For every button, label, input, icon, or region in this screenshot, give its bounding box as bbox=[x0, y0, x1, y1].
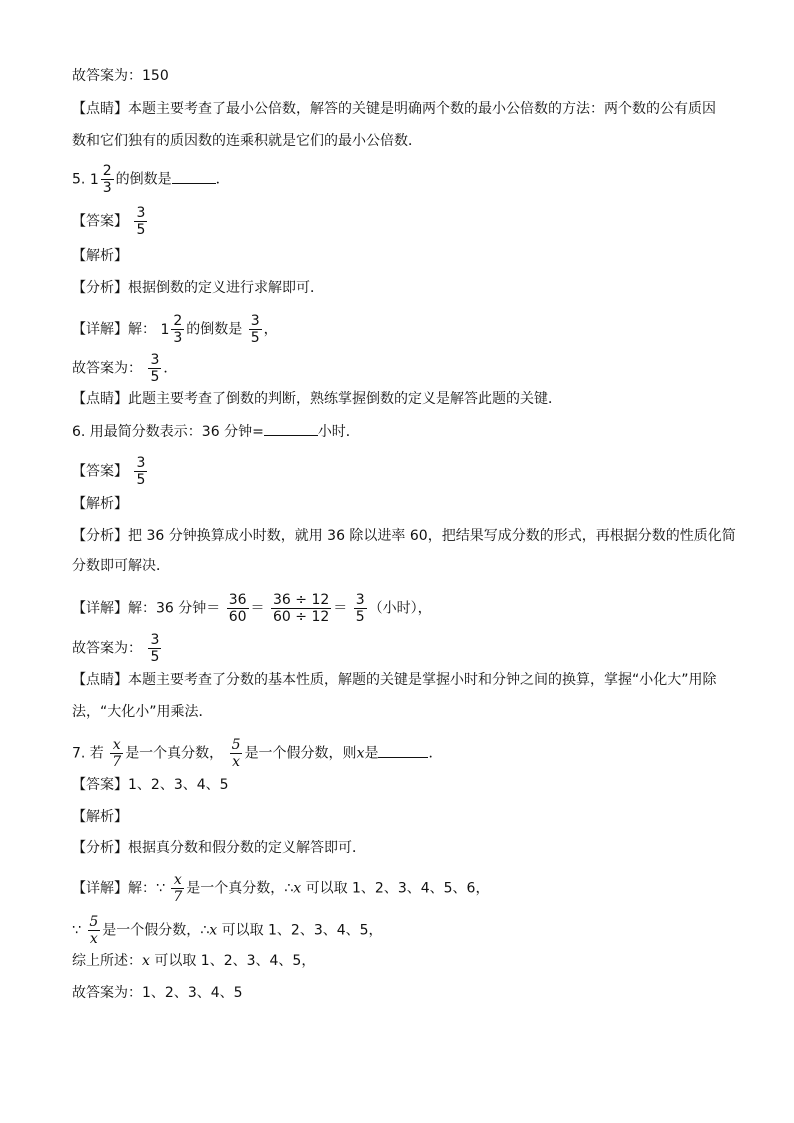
fraction bbox=[271, 592, 331, 625]
final-answer-end: ． bbox=[163, 360, 178, 377]
numerator: 3 bbox=[150, 352, 160, 368]
question-text: 是 bbox=[364, 745, 379, 762]
fraction bbox=[148, 352, 161, 385]
because-symbol: ∵ bbox=[72, 922, 81, 939]
final-answer-line: 故答案为：1、2、3、4、5 bbox=[72, 985, 243, 1001]
summary-line bbox=[72, 951, 315, 971]
denominator: 5 bbox=[136, 222, 146, 238]
numerator: 3 bbox=[150, 632, 160, 648]
variable: x bbox=[293, 880, 302, 897]
question-number: 5. bbox=[72, 171, 86, 188]
answer-line bbox=[72, 455, 149, 488]
numerator: 2 bbox=[102, 163, 112, 179]
answer-tag: 【答案】 bbox=[72, 213, 128, 230]
numerator: x bbox=[112, 737, 121, 753]
analysis-heading: 【解析】 bbox=[72, 248, 128, 264]
numerator: 3 bbox=[136, 205, 146, 221]
mixed-whole: 1 bbox=[160, 321, 170, 338]
solution-end: ， bbox=[263, 321, 278, 338]
answer-line bbox=[72, 205, 149, 238]
fraction bbox=[227, 592, 249, 625]
solution-prefix: 【详解】解：36 分钟＝ bbox=[72, 600, 221, 617]
analysis-line: 【分析】根据倒数的定义进行求解即可． bbox=[72, 280, 324, 296]
fraction bbox=[87, 914, 100, 947]
question-text: 的倒数是 bbox=[115, 171, 172, 188]
question-prefix: 7. 若 bbox=[72, 745, 104, 762]
question-end: 小时． bbox=[317, 424, 360, 440]
fraction bbox=[230, 737, 243, 770]
question-text: 是一个假分数，则 bbox=[244, 745, 357, 762]
answer-tag: 【答案】 bbox=[72, 463, 128, 480]
fraction bbox=[101, 163, 114, 196]
fraction bbox=[171, 872, 184, 905]
equals-sign: ＝ bbox=[333, 600, 348, 617]
denominator: 5 bbox=[355, 609, 365, 625]
solution-text: 是一个真分数，∴ bbox=[186, 880, 294, 897]
denominator: 3 bbox=[173, 330, 183, 346]
answer-line: 故答案为：150 bbox=[72, 68, 169, 84]
denominator: 60 bbox=[228, 609, 247, 625]
solution-prefix: 【详解】解：∵ bbox=[72, 880, 165, 897]
denominator: 7 bbox=[173, 889, 183, 905]
analysis-line: 【分析】根据真分数和假分数的定义解答即可． bbox=[72, 840, 366, 856]
denominator: 7 bbox=[112, 754, 122, 770]
answer-fraction bbox=[134, 455, 147, 488]
numerator: x bbox=[173, 872, 182, 888]
denominator: x bbox=[89, 931, 98, 947]
denominator: 5 bbox=[250, 330, 260, 346]
question-text: 6. 用最简分数表示：36 分钟= bbox=[72, 424, 264, 440]
variable: x bbox=[209, 922, 218, 939]
fraction bbox=[354, 592, 367, 625]
numerator: 36 bbox=[228, 592, 247, 608]
numerator: 5 bbox=[231, 737, 241, 753]
solution-text: 可以取 1、2、3、4、5， bbox=[217, 922, 383, 939]
equals-sign: ＝ bbox=[250, 600, 265, 617]
question-end: ． bbox=[215, 171, 230, 188]
solution-end: （小时）， bbox=[368, 600, 432, 617]
fraction bbox=[148, 632, 161, 665]
fraction bbox=[249, 313, 262, 346]
analysis-line-1: 【分析】把 36 分钟换算成小时数，就用 36 除以进率 60，把结果写成分数的形式，再根据分数的性质化简 bbox=[72, 528, 736, 544]
denominator: 5 bbox=[150, 649, 160, 665]
denominator: 5 bbox=[150, 369, 160, 385]
analysis-line-2: 分数即可解决． bbox=[72, 558, 170, 574]
comment-line: 【点睛】此题主要考查了倒数的判断，熟练掌握倒数的定义是解答此题的关键． bbox=[72, 391, 562, 407]
mixed-number bbox=[90, 163, 116, 196]
answer-fraction bbox=[134, 205, 147, 238]
question-end: ． bbox=[428, 745, 443, 762]
solution-text: 是一个假分数，∴ bbox=[102, 922, 210, 939]
answer-blank bbox=[172, 169, 216, 184]
numerator: 3 bbox=[250, 313, 260, 329]
fraction bbox=[110, 737, 123, 770]
denominator: 60 ÷ 12 bbox=[273, 609, 330, 625]
comment-line-1: 【点睛】本题主要考查了最小公倍数，解答的关键是明确两个数的最小公倍数的方法：两个数的公有质因 bbox=[72, 101, 716, 117]
comment-line-1: 【点睛】本题主要考查了分数的基本性质，解题的关键是掌握小时和分钟之间的换算，掌握“小化大”用除 bbox=[72, 672, 717, 688]
solution-text: 的倒数是 bbox=[186, 321, 243, 338]
solution-line-1 bbox=[72, 872, 489, 905]
solution-line-2 bbox=[72, 914, 383, 947]
final-answer-label: 故答案为： bbox=[72, 360, 142, 377]
variable: x bbox=[142, 953, 150, 969]
final-answer-line bbox=[72, 632, 163, 665]
answer-line: 【答案】1、2、3、4、5 bbox=[72, 777, 229, 793]
numerator: 2 bbox=[173, 313, 183, 329]
solution-prefix: 【详解】解： bbox=[72, 321, 156, 338]
summary-prefix: 综上所述： bbox=[72, 953, 142, 969]
comment-line-2: 数和它们独有的质因数的连乘积就是它们的最小公倍数． bbox=[72, 133, 422, 149]
comment-line-2: 法，“大化小”用乘法． bbox=[72, 704, 213, 720]
answer-blank bbox=[378, 743, 428, 758]
analysis-heading: 【解析】 bbox=[72, 809, 128, 825]
denominator: 3 bbox=[102, 180, 112, 196]
denominator: 5 bbox=[136, 472, 146, 488]
final-answer-label: 故答案为： bbox=[72, 640, 142, 657]
solution-line bbox=[72, 313, 278, 346]
numerator: 5 bbox=[89, 914, 99, 930]
solution-text: 可以取 1、2、3、4、5、6， bbox=[301, 880, 490, 897]
question-7 bbox=[72, 737, 442, 770]
fraction bbox=[171, 313, 184, 346]
mixed-number bbox=[160, 313, 186, 346]
mixed-whole: 1 bbox=[89, 171, 99, 188]
numerator: 3 bbox=[355, 592, 365, 608]
answer-blank bbox=[264, 421, 318, 436]
solution-line bbox=[72, 592, 432, 625]
variable: x bbox=[356, 745, 365, 762]
question-text: 是一个真分数， bbox=[125, 745, 224, 762]
analysis-heading: 【解析】 bbox=[72, 496, 128, 512]
numerator: 36 ÷ 12 bbox=[273, 592, 330, 608]
numerator: 3 bbox=[136, 455, 146, 471]
denominator: x bbox=[232, 754, 241, 770]
summary-text: 可以取 1、2、3、4、5， bbox=[149, 953, 316, 969]
question-5 bbox=[72, 163, 230, 196]
question-6 bbox=[72, 421, 360, 442]
final-answer-line bbox=[72, 352, 177, 385]
